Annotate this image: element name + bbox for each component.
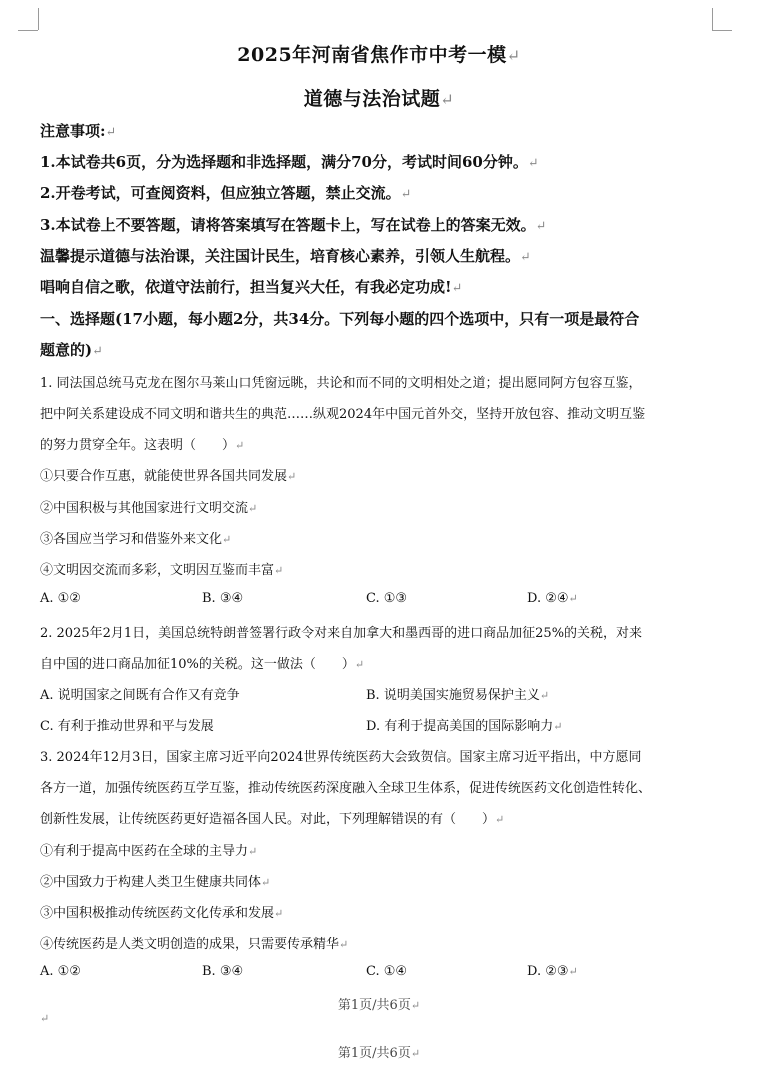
paragraph-mark: ↵ [40,1012,50,1025]
option-a: A. ①② [40,591,81,606]
statement: ③中国积极推动传统医药文化传承和发展↵ [40,906,284,921]
option-a: A. 说明国家之间既有合作又有竞争 [40,688,240,703]
crop-mark-top-right-v [712,8,713,30]
option-d: D. ②④↵ [527,591,578,606]
statement: ②中国致力于构建人类卫生健康共同体↵ [40,875,271,890]
crop-mark-top-left-h [18,30,38,31]
crop-mark-top-right-h [712,30,732,31]
notice-item: 1.本试卷共6页，分为选择题和非选择题，满分70分，考试时间60分钟。↵ [40,153,539,171]
option-c: C. ①④ [366,964,408,979]
statement: ③各国应当学习和借鉴外来文化↵ [40,532,232,547]
statement: ④传统医药是人类文明创造的成果，只需要传承精华↵ [40,937,349,952]
question-text: 自中国的进口商品加征10%的关税。这一做法（ ）↵ [40,657,365,672]
statement: ①只要合作互惠，就能使世界各国共同发展↵ [40,469,297,484]
option-c: C. ①③ [366,591,408,606]
notice-item: 2.开卷考试，可查阅资料，但应独立答题，禁止交流。↵ [40,184,412,202]
notice-item: 3.本试卷上不要答题，请将答案填写在答题卡上，写在试卷上的答案无效。↵ [40,216,547,234]
tip-line: 温馨提示道德与法治课，关注国计民生，培育核心素养，引领人生航程。↵ [40,247,531,265]
option-a: A. ①② [40,964,81,979]
tip-line: 唱响自信之歌，依道守法前行，担当复兴大任，有我必定功成!↵ [40,278,463,296]
page-footer-repeat: 第1页/共6页↵ [337,1046,421,1061]
statement: ④文明因交流而多彩，文明因互鉴而丰富↵ [40,563,284,578]
question-text: 的努力贯穿全年。这表明（ ）↵ [40,438,245,453]
exam-subtitle: 道德与法治试题↵ [303,88,455,110]
question-text: 1. 同法国总统马克龙在图尔马莱山口凭窗远眺，共论和而不同的文明相处之道；提出愿同阿方包容互鉴， [40,376,642,391]
exam-title: 2025年河南省焦作市中考一模↵ [237,44,521,66]
option-d: D. ②③↵ [527,964,578,979]
section-heading-cont: 题意的)↵ [40,341,103,359]
notice-heading: 注意事项:↵ [40,122,117,140]
statement: ①有利于提高中医药在全球的主导力↵ [40,844,258,859]
statement: ②中国积极与其他国家进行文明交流↵ [40,501,258,516]
option-b: B. 说明美国实施贸易保护主义↵ [366,688,550,703]
option-b: B. ③④ [202,964,244,979]
page-footer: 第1页/共6页↵ [337,998,421,1013]
question-text: 3. 2024年12月3日，国家主席习近平向2024世界传统医药大会致贺信。国家主席习近平指出，中方愿同 [40,750,642,765]
question-text: 创新性发展，让传统医药更好造福各国人民。对此，下列理解错误的有（ ）↵ [40,812,505,827]
question-text: 把中阿关系建设成不同文明和谐共生的典范……纵观2024年中国元首外交，坚持开放包容、推动文明互鉴 [40,407,646,422]
option-c: C. 有利于推动世界和平与发展 [40,719,214,734]
section-heading: 一、选择题(17小题，每小题2分，共34分。下列每小题的四个选项中，只有一项是最符合 [40,310,640,328]
option-d: D. 有利于提高美国的国际影响力↵ [366,719,563,734]
crop-mark-top-left-v [38,8,39,30]
question-text: 2. 2025年2月1日，美国总统特朗普签署行政令对来自加拿大和墨西哥的进口商品加征25%的关税，对来 [40,626,643,641]
option-b: B. ③④ [202,591,244,606]
question-text: 各方一道，加强传统医药互学互鉴，推动传统医药深度融入全球卫生体系，促进传统医药文化创造性转化、 [40,781,652,796]
